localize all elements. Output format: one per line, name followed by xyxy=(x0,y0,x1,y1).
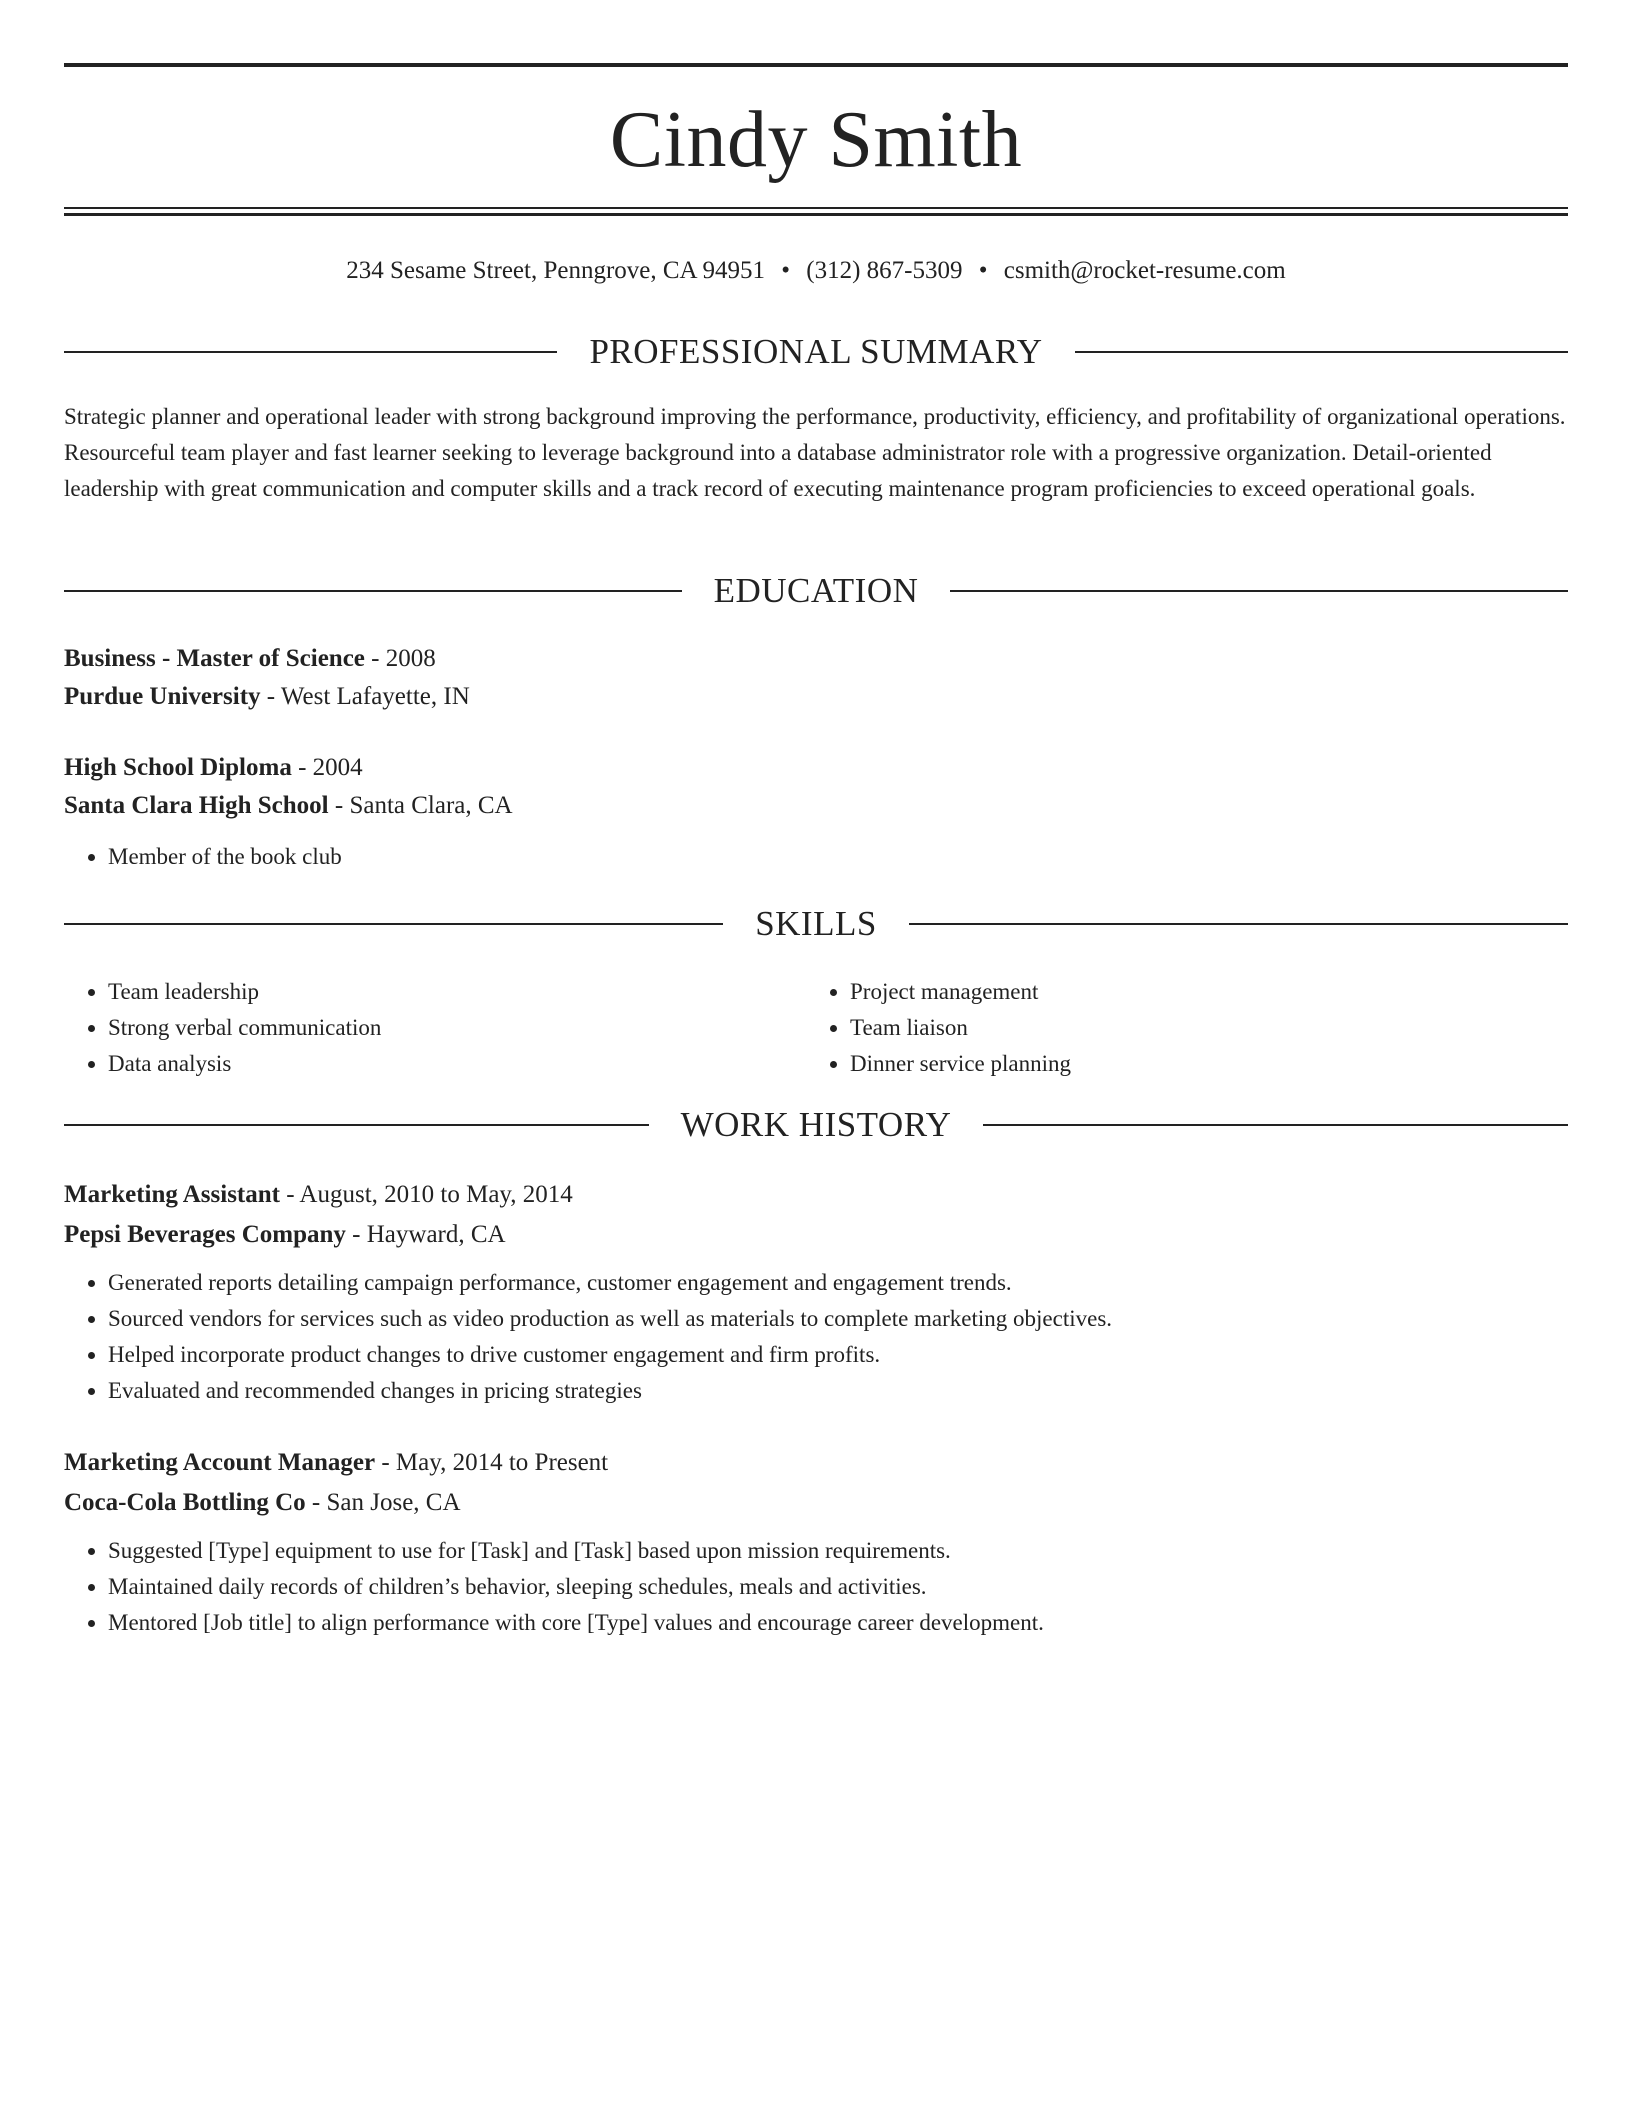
job-title: Marketing Assistant xyxy=(64,1181,280,1208)
list-item: • Suggested [Type] equipment to use for [Task] and [Task] based upon mission requirements. xyxy=(108,1533,1568,1569)
skills-heading xyxy=(64,904,1568,944)
education-entry xyxy=(64,640,1568,716)
list-item: • Generated reports detailing campaign performance, customer engagement and engagement trends. xyxy=(108,1265,1568,1301)
heading-rule xyxy=(909,923,1568,925)
section-title: EDUCATION xyxy=(713,571,919,610)
section-title: PROFESSIONAL SUMMARY xyxy=(589,332,1043,371)
skill-item: • Team liaison xyxy=(850,1010,1548,1046)
company-name: Coca-Cola Bottling Co xyxy=(64,1489,306,1516)
summary-text: Strategic planner and operational leader with strong background improving the performance, productivity, efficiency, and profitability of organizational operations. Resourceful team player and fast learner seeking to leverage background into a database administrator role with a progressive organization. Detail-oriented leadership with great communication and computer skills and a track record of executing maintenance program proficiencies to exceed operational goals. xyxy=(64,404,1566,501)
skill-item: • Project management xyxy=(850,974,1548,1010)
top-rule xyxy=(64,63,1568,67)
skills-column-left xyxy=(64,974,806,1082)
job-title-line xyxy=(64,1443,1568,1483)
skills-column-right xyxy=(806,974,1548,1082)
job-dates: - May, 2014 to Present xyxy=(375,1449,609,1476)
job-entry xyxy=(64,1443,1568,1641)
list-item: • Member of the book club xyxy=(108,839,1568,875)
contact-separator: • xyxy=(978,257,988,284)
list-item: • Evaluated and recommended changes in pricing strategies xyxy=(108,1373,1568,1409)
skills-list xyxy=(64,974,1568,1082)
skill-item: • Strong verbal communication xyxy=(108,1010,806,1046)
job-title: Marketing Account Manager xyxy=(64,1449,376,1476)
heading-rule xyxy=(64,351,557,353)
job-bullets xyxy=(64,1265,1568,1409)
company-line xyxy=(64,1483,1568,1523)
contact-phone: (312) 867-5309 xyxy=(806,257,963,284)
section-title: SKILLS xyxy=(755,904,877,943)
school-name: Santa Clara High School xyxy=(64,792,329,819)
school-name: Purdue University xyxy=(64,683,261,710)
school-line xyxy=(64,678,1568,716)
degree-line xyxy=(64,749,1568,787)
list-item: • Mentored [Job title] to align performance with core [Type] values and encourage career development. xyxy=(108,1605,1568,1641)
contact-separator: • xyxy=(781,257,790,284)
heading-rule xyxy=(64,1124,649,1126)
heading-rule xyxy=(1075,351,1568,353)
list-item: • Maintained daily records of children’s behavior, sleeping schedules, meals and activities. xyxy=(108,1569,1568,1605)
heading-rule xyxy=(64,923,723,925)
list-item: • Helped incorporate product changes to drive customer engagement and firm profits. xyxy=(108,1337,1568,1373)
skill-item: • Team leadership xyxy=(108,974,806,1010)
school-line xyxy=(64,787,1568,825)
education-entry xyxy=(64,749,1568,875)
contact-email: csmith@rocket-resume.com xyxy=(1003,257,1286,284)
skill-item: • Dinner service planning xyxy=(850,1046,1548,1082)
contact-address: 234 Sesame Street, Penngrove, CA 94951 xyxy=(346,257,765,284)
degree-year: - 2004 xyxy=(291,754,363,781)
skill-item: • Data analysis xyxy=(108,1046,806,1082)
heading-rule xyxy=(64,590,682,592)
job-bullets xyxy=(64,1533,1568,1641)
candidate-name: Cindy Smith xyxy=(609,96,1023,184)
school-location: - Santa Clara, CA xyxy=(328,792,513,819)
education-heading xyxy=(64,571,1568,611)
job-dates: - August, 2010 to May, 2014 xyxy=(279,1181,573,1208)
degree-line xyxy=(64,640,1568,678)
school-location: - West Lafayette, IN xyxy=(260,683,470,710)
degree-name: Business - Master of Science xyxy=(64,645,365,672)
company-line xyxy=(64,1215,1568,1255)
section-title: WORK HISTORY xyxy=(680,1105,952,1144)
education-bullets xyxy=(64,839,1568,875)
degree-name: High School Diploma xyxy=(64,754,292,781)
job-title-line xyxy=(64,1175,1568,1215)
company-name: Pepsi Beverages Company xyxy=(64,1221,346,1248)
name-underline xyxy=(64,207,1568,216)
work-heading xyxy=(64,1105,1568,1145)
job-entry xyxy=(64,1175,1568,1409)
list-item: • Sourced vendors for services such as video production as well as materials to complete marketing objectives. xyxy=(108,1301,1568,1337)
summary-heading xyxy=(64,332,1568,372)
heading-rule xyxy=(983,1124,1568,1126)
heading-rule xyxy=(950,590,1568,592)
company-location: - Hayward, CA xyxy=(345,1221,506,1248)
company-location: - San Jose, CA xyxy=(305,1489,461,1516)
degree-year: - 2008 xyxy=(364,645,436,672)
contact-line xyxy=(64,254,1568,288)
